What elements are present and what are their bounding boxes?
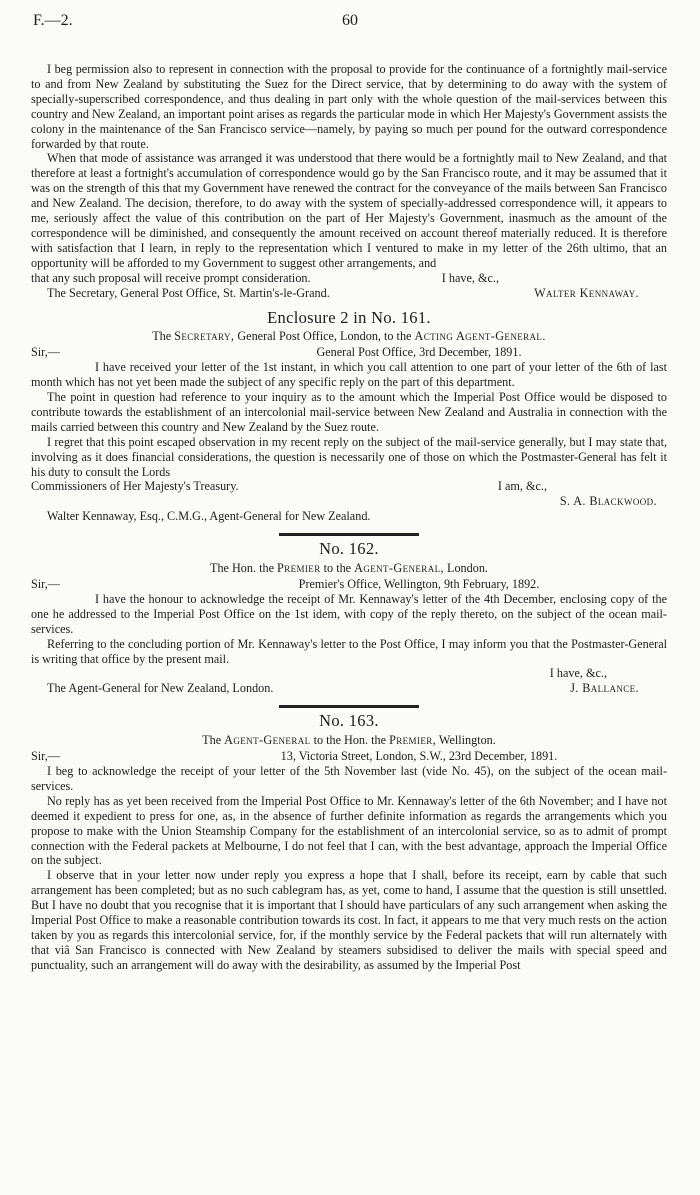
addressee-line bbox=[31, 286, 667, 301]
salutation-line bbox=[31, 345, 667, 360]
addressee: The Secretary, General Post Office, St. Martin's-le-Grand. bbox=[47, 285, 330, 300]
signature: S. A. Blackwood. bbox=[559, 494, 657, 509]
paragraph: Referring to the concluding portion of Mr. Kennaway's letter to the Post Office, I may inform you that the Postmaster-General is writing that office by the present mail. bbox=[31, 636, 667, 666]
paragraph: I beg permission also to represent in connection with the proposal to provide for the continuance of a fortnightly mail-service to and from New Zealand by substituting the Suez for the Direct service, that by determining to do away with the system of specially-superscribed correspondence, and thus dealing in part only with the whole question of the mail-services between this country and New Zealand, an important point arises as regards the particular mode in which Her Majesty's Government assists the colony in the maintenance of the San Francisco service—namely, by paying so much per pound for the outward correspondence forwarded by that route. bbox=[31, 62, 667, 151]
letter-address: General Post Office, 3rd December, 1891. bbox=[316, 345, 522, 360]
document-reference: F.—2. bbox=[33, 12, 73, 29]
addressee: Walter Kennaway, Esq., C.M.G., Agent-General for New Zealand. bbox=[47, 509, 371, 524]
letter-address: Premier's Office, Wellington, 9th February, 1892. bbox=[298, 577, 540, 591]
salutation-line bbox=[31, 749, 667, 764]
closing: I have, &c., bbox=[549, 666, 607, 681]
salutation: Sir,— bbox=[31, 345, 60, 360]
addressee: The Agent-General for New Zealand, London. bbox=[47, 681, 274, 696]
page-header bbox=[0, 12, 700, 38]
page-number: 60 bbox=[342, 12, 358, 29]
paragraph: I observe that in your letter now under reply you express a hope that I shall, before its receipt, earn by cable that such arrangement has been completed; but as no such cablegram has, as yet, come to hand, I assume that the question is still unsettled. But I have no doubt that you recognise that it is important that I should have particulars of any such arrangement when asking the Imperial Post Office to make a reasonable contribution towards its cost. In fact, it appears to me that very much rests on the action taken by you as regards this intercolonial service, for, if the monthly service by the Federal packets that will run alternately with that viâ San Francisco is connected with New Zealand by steamers subsidised to deliver the mails with special speed and punctuality, such an arrangement will do away with the desirability, as assumed by the Imperial Post bbox=[31, 868, 667, 972]
paragraph: I have received your letter of the 1st instant, in which you call attention to one part of your letter of the 6th of last month which has not yet been made the subject of any specific reply on the part of this department. bbox=[31, 360, 667, 390]
paragraph-last-line: Commissioners of Her Majesty's Treasury. bbox=[31, 479, 239, 494]
section-heading: No. 162. bbox=[319, 539, 379, 559]
section-subheading: The Hon. the Premier to the Agent-General, London. bbox=[210, 561, 488, 576]
addressee-line bbox=[31, 681, 667, 696]
paragraph: I have the honour to acknowledge the receipt of Mr. Kennaway's letter of the 4th December, enclosing copy of the one he addressed to the Imperial Post Office on the 1st idem, with copy of the reply thereto, on the subject of the ocean mail-services. bbox=[31, 591, 667, 636]
salutation-line bbox=[31, 577, 667, 592]
closing-line bbox=[31, 271, 667, 286]
document-body bbox=[31, 62, 667, 973]
signature: Walter Kennaway. bbox=[534, 285, 639, 300]
paragraph: No reply has as yet been received from the Imperial Post Office to Mr. Kennaway's letter of the 6th November; and I have not deemed it expedient to press for one, as, in the absence of further definite information as regards the arrangements which you propose to make with the Union Steamship Company for the establishment of an intercolonial service, so as to admit of prompt connection with the Federal packets at Melbourne, I do not feel that I can, with the best advantage, approach the Imperial Office on the subject. bbox=[31, 793, 667, 868]
closing: I have, &c., bbox=[441, 270, 499, 285]
section-divider bbox=[279, 705, 419, 708]
salutation: Sir,— bbox=[31, 577, 60, 591]
paragraph-last-line: that any such proposal will receive prompt consideration. bbox=[31, 270, 311, 285]
closing: I am, &c., bbox=[497, 479, 547, 494]
letter-address: 13, Victoria Street, London, S.W., 23rd December, 1891. bbox=[280, 749, 558, 764]
closing-line bbox=[31, 479, 667, 494]
paragraph: I regret that this point escaped observation in my recent reply on the subject of the mail-service generally, but I may state that, involving as it does financial considerations, the question is necessarily one of those on which the Postmaster-General has felt it his duty to consult the Lords bbox=[31, 434, 667, 479]
section-divider bbox=[279, 533, 419, 536]
section-heading: Enclosure 2 in No. 161. bbox=[267, 307, 431, 327]
salutation: Sir,— bbox=[31, 749, 60, 764]
paragraph: The point in question had reference to your inquiry as to the amount which the Imperial Post Office would be disposed to contribute towards the establishment of an intercolonial mail-service between New Zealand and Australia in connection with the mails carried between this country and New Zealand by the Suez route. bbox=[31, 390, 667, 434]
signature: J. Ballance. bbox=[570, 681, 639, 696]
paragraph: I beg to acknowledge the receipt of your letter of the 5th November last (vide No. 45), on the subject of the ocean mail-services. bbox=[31, 763, 667, 793]
section-subheading: The Secretary, General Post Office, London, to the Acting Agent-General. bbox=[152, 329, 546, 344]
section-heading: No. 163. bbox=[319, 711, 379, 731]
paragraph: When that mode of assistance was arranged it was understood that there would be a fortnightly mail to New Zealand, and that therefore at least a fortnight's accumulation of correspondence would go by the San Francisco route, and it may be assumed that it was on the strength of this that my Government have renewed the contract for the conveyance of the mails between San Francisco and New Zealand. The decision, therefore, to do away with the system of specially-addressed correspondence will, it appears to me, seriously affect the value of this contribution on the part of Her Majesty's Government, inasmuch as the amount of the correspondence will be diminished, and consequently the amount received on account thereof materially reduced. It is therefore with satisfaction that I learn, in reply to the representation which I ventured to make in my letter of the 26th ultimo, that an opportunity will be afforded to my Government to suggest other arrangements, and bbox=[31, 151, 667, 270]
section-subheading: The Agent-General to the Hon. the Premier, Wellington. bbox=[202, 733, 496, 748]
